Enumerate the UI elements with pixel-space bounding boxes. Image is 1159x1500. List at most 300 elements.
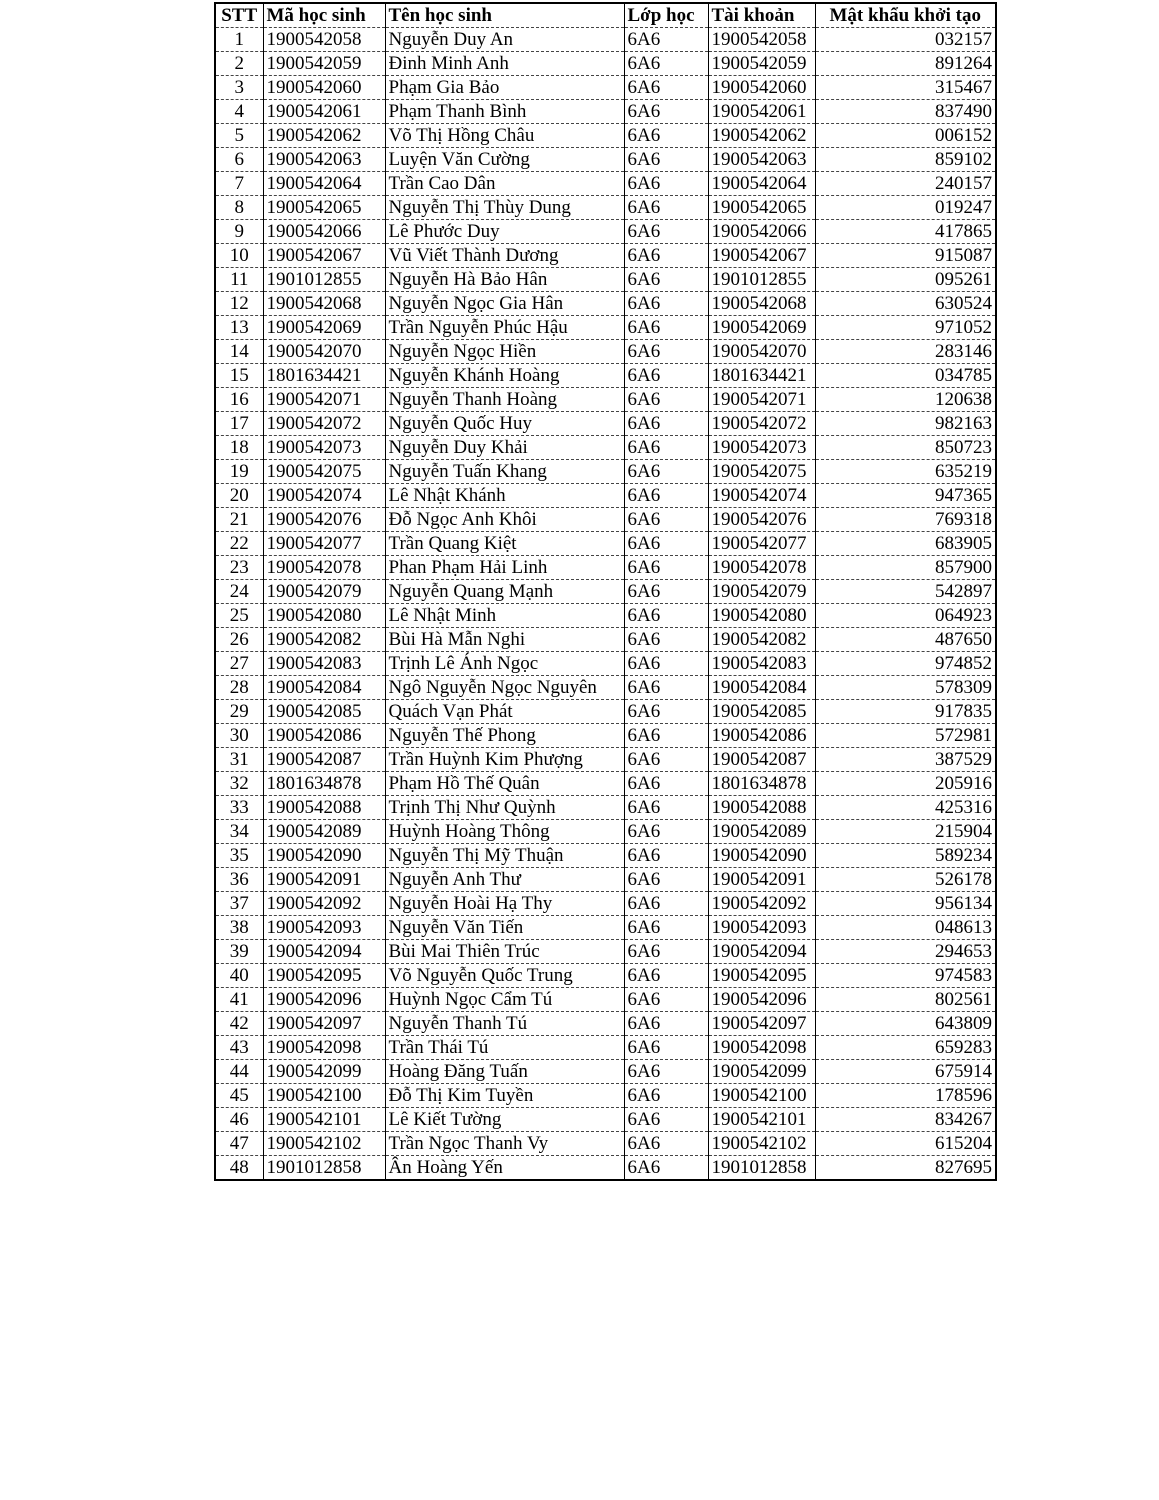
cell-stt: 43 <box>215 1036 263 1060</box>
cell-stt: 31 <box>215 748 263 772</box>
cell-class: 6A6 <box>624 388 708 412</box>
header-class: Lớp học <box>624 3 708 28</box>
table-row <box>215 460 996 484</box>
cell-class: 6A6 <box>624 964 708 988</box>
cell-student-id: 1900542084 <box>263 676 385 700</box>
cell-student-name: Đỗ Ngọc Anh Khôi <box>385 508 624 532</box>
cell-student-name: Lê Phước Duy <box>385 220 624 244</box>
cell-initial-password: 917835 <box>815 700 996 724</box>
cell-stt: 5 <box>215 124 263 148</box>
cell-student-name: Bùi Hà Mẫn Nghi <box>385 628 624 652</box>
table-row <box>215 172 996 196</box>
cell-stt: 24 <box>215 580 263 604</box>
cell-student-id: 1900542058 <box>263 28 385 52</box>
cell-student-id: 1900542069 <box>263 316 385 340</box>
cell-student-name: Trần Cao Dân <box>385 172 624 196</box>
cell-student-name: Lê Kiết Tường <box>385 1108 624 1132</box>
cell-account: 1900542077 <box>708 532 815 556</box>
cell-student-id: 1900542076 <box>263 508 385 532</box>
cell-student-name: Nguyễn Quang Mạnh <box>385 580 624 604</box>
cell-initial-password: 859102 <box>815 148 996 172</box>
cell-student-name: Võ Nguyễn Quốc Trung <box>385 964 624 988</box>
cell-stt: 10 <box>215 244 263 268</box>
cell-class: 6A6 <box>624 844 708 868</box>
cell-student-id: 1900542067 <box>263 244 385 268</box>
cell-student-id: 1900542094 <box>263 940 385 964</box>
cell-stt: 7 <box>215 172 263 196</box>
table-row <box>215 484 996 508</box>
table-row <box>215 196 996 220</box>
cell-initial-password: 974852 <box>815 652 996 676</box>
cell-class: 6A6 <box>624 1060 708 1084</box>
cell-class: 6A6 <box>624 244 708 268</box>
cell-student-name: Nguyễn Ngọc Gia Hân <box>385 292 624 316</box>
cell-initial-password: 630524 <box>815 292 996 316</box>
cell-student-id: 1900542060 <box>263 76 385 100</box>
cell-student-id: 1900542086 <box>263 724 385 748</box>
cell-account: 1900542076 <box>708 508 815 532</box>
cell-class: 6A6 <box>624 1036 708 1060</box>
cell-student-name: Nguyễn Quốc Huy <box>385 412 624 436</box>
cell-initial-password: 635219 <box>815 460 996 484</box>
table-row <box>215 508 996 532</box>
table-row <box>215 100 996 124</box>
cell-stt: 33 <box>215 796 263 820</box>
cell-stt: 36 <box>215 868 263 892</box>
table-row <box>215 148 996 172</box>
cell-stt: 9 <box>215 220 263 244</box>
cell-initial-password: 032157 <box>815 28 996 52</box>
cell-student-id: 1900542064 <box>263 172 385 196</box>
cell-stt: 42 <box>215 1012 263 1036</box>
cell-student-id: 1900542077 <box>263 532 385 556</box>
cell-account: 1900542099 <box>708 1060 815 1084</box>
cell-student-id: 1900542095 <box>263 964 385 988</box>
cell-student-id: 1900542063 <box>263 148 385 172</box>
cell-initial-password: 487650 <box>815 628 996 652</box>
cell-stt: 37 <box>215 892 263 916</box>
table-row <box>215 1108 996 1132</box>
cell-account: 1900542092 <box>708 892 815 916</box>
cell-stt: 29 <box>215 700 263 724</box>
cell-student-id: 1901012855 <box>263 268 385 292</box>
cell-student-name: Đỗ Thị Kim Tuyền <box>385 1084 624 1108</box>
cell-student-name: Ngô Nguyễn Ngọc Nguyên <box>385 676 624 700</box>
cell-student-id: 1900542078 <box>263 556 385 580</box>
cell-initial-password: 205916 <box>815 772 996 796</box>
cell-class: 6A6 <box>624 1132 708 1156</box>
cell-account: 1900542083 <box>708 652 815 676</box>
cell-stt: 18 <box>215 436 263 460</box>
table-row <box>215 220 996 244</box>
cell-stt: 35 <box>215 844 263 868</box>
cell-initial-password: 850723 <box>815 436 996 460</box>
cell-class: 6A6 <box>624 892 708 916</box>
table-row <box>215 676 996 700</box>
cell-stt: 19 <box>215 460 263 484</box>
cell-stt: 38 <box>215 916 263 940</box>
cell-student-id: 1900542091 <box>263 868 385 892</box>
cell-student-id: 1900542102 <box>263 1132 385 1156</box>
cell-initial-password: 572981 <box>815 724 996 748</box>
cell-student-id: 1900542080 <box>263 604 385 628</box>
cell-student-name: Vũ Viết Thành Dương <box>385 244 624 268</box>
cell-account: 1901012858 <box>708 1156 815 1181</box>
cell-student-name: Lê Nhật Khánh <box>385 484 624 508</box>
cell-student-id: 1900542090 <box>263 844 385 868</box>
cell-stt: 25 <box>215 604 263 628</box>
cell-initial-password: 034785 <box>815 364 996 388</box>
cell-class: 6A6 <box>624 76 708 100</box>
cell-class: 6A6 <box>624 436 708 460</box>
table-row <box>215 244 996 268</box>
cell-student-id: 1901012858 <box>263 1156 385 1181</box>
table-body <box>215 28 996 1181</box>
cell-class: 6A6 <box>624 220 708 244</box>
table-row <box>215 628 996 652</box>
cell-student-name: Nguyễn Anh Thư <box>385 868 624 892</box>
cell-initial-password: 982163 <box>815 412 996 436</box>
cell-stt: 28 <box>215 676 263 700</box>
cell-student-name: Trần Nguyễn Phúc Hậu <box>385 316 624 340</box>
cell-student-id: 1900542093 <box>263 916 385 940</box>
table-row <box>215 892 996 916</box>
cell-initial-password: 417865 <box>815 220 996 244</box>
cell-student-name: Huỳnh Hoàng Thông <box>385 820 624 844</box>
table-row <box>215 700 996 724</box>
cell-account: 1900542097 <box>708 1012 815 1036</box>
cell-class: 6A6 <box>624 868 708 892</box>
cell-stt: 41 <box>215 988 263 1012</box>
cell-class: 6A6 <box>624 364 708 388</box>
table-row <box>215 76 996 100</box>
cell-account: 1900542064 <box>708 172 815 196</box>
cell-student-name: Nguyễn Thị Thùy Dung <box>385 196 624 220</box>
cell-student-id: 1900542062 <box>263 124 385 148</box>
cell-stt: 20 <box>215 484 263 508</box>
cell-stt: 48 <box>215 1156 263 1181</box>
cell-account: 1900542093 <box>708 916 815 940</box>
cell-account: 1900542082 <box>708 628 815 652</box>
cell-initial-password: 178596 <box>815 1084 996 1108</box>
cell-class: 6A6 <box>624 796 708 820</box>
cell-student-name: Trần Ngọc Thanh Vy <box>385 1132 624 1156</box>
cell-student-name: Phạm Thanh Bình <box>385 100 624 124</box>
header-student-name: Tên học sinh <box>385 3 624 28</box>
cell-student-id: 1900542087 <box>263 748 385 772</box>
cell-initial-password: 064923 <box>815 604 996 628</box>
cell-account: 1900542068 <box>708 292 815 316</box>
cell-stt: 32 <box>215 772 263 796</box>
cell-stt: 23 <box>215 556 263 580</box>
cell-class: 6A6 <box>624 652 708 676</box>
cell-student-name: Nguyễn Tuấn Khang <box>385 460 624 484</box>
cell-initial-password: 615204 <box>815 1132 996 1156</box>
cell-account: 1801634878 <box>708 772 815 796</box>
cell-student-name: Nguyễn Ngọc Hiền <box>385 340 624 364</box>
cell-student-name: Võ Thị Hồng Châu <box>385 124 624 148</box>
table-row <box>215 1132 996 1156</box>
cell-student-name: Trần Thái Tú <box>385 1036 624 1060</box>
cell-account: 1901012855 <box>708 268 815 292</box>
cell-initial-password: 589234 <box>815 844 996 868</box>
cell-student-name: Quách Vạn Phát <box>385 700 624 724</box>
table-row <box>215 820 996 844</box>
cell-student-id: 1801634878 <box>263 772 385 796</box>
header-stt: STT <box>215 3 263 28</box>
table-row <box>215 52 996 76</box>
cell-student-name: Đinh Minh Anh <box>385 52 624 76</box>
table-row <box>215 388 996 412</box>
cell-initial-password: 802561 <box>815 988 996 1012</box>
cell-account: 1900542079 <box>708 580 815 604</box>
cell-student-id: 1900542066 <box>263 220 385 244</box>
cell-stt: 13 <box>215 316 263 340</box>
cell-initial-password: 019247 <box>815 196 996 220</box>
cell-initial-password: 827695 <box>815 1156 996 1181</box>
cell-account: 1900542061 <box>708 100 815 124</box>
cell-stt: 2 <box>215 52 263 76</box>
cell-student-name: Nguyễn Thị Mỹ Thuận <box>385 844 624 868</box>
cell-stt: 4 <box>215 100 263 124</box>
cell-account: 1900542075 <box>708 460 815 484</box>
cell-student-id: 1900542065 <box>263 196 385 220</box>
table-row <box>215 412 996 436</box>
cell-class: 6A6 <box>624 700 708 724</box>
cell-initial-password: 769318 <box>815 508 996 532</box>
cell-initial-password: 974583 <box>815 964 996 988</box>
cell-class: 6A6 <box>624 100 708 124</box>
cell-initial-password: 387529 <box>815 748 996 772</box>
cell-stt: 22 <box>215 532 263 556</box>
cell-student-id: 1900542089 <box>263 820 385 844</box>
cell-stt: 30 <box>215 724 263 748</box>
cell-student-name: Phạm Hồ Thế Quân <box>385 772 624 796</box>
cell-stt: 34 <box>215 820 263 844</box>
cell-account: 1900542089 <box>708 820 815 844</box>
cell-stt: 6 <box>215 148 263 172</box>
cell-class: 6A6 <box>624 412 708 436</box>
cell-student-id: 1900542100 <box>263 1084 385 1108</box>
cell-account: 1900542101 <box>708 1108 815 1132</box>
table-row <box>215 916 996 940</box>
cell-student-name: Lê Nhật Minh <box>385 604 624 628</box>
header-row <box>215 3 996 28</box>
cell-account: 1900542091 <box>708 868 815 892</box>
table-row <box>215 556 996 580</box>
cell-stt: 3 <box>215 76 263 100</box>
cell-student-name: Luyện Văn Cường <box>385 148 624 172</box>
cell-class: 6A6 <box>624 28 708 52</box>
cell-account: 1900542102 <box>708 1132 815 1156</box>
cell-stt: 11 <box>215 268 263 292</box>
cell-student-id: 1900542097 <box>263 1012 385 1036</box>
cell-initial-password: 891264 <box>815 52 996 76</box>
cell-account: 1900542085 <box>708 700 815 724</box>
cell-student-id: 1900542079 <box>263 580 385 604</box>
cell-student-id: 1900542068 <box>263 292 385 316</box>
cell-account: 1900542084 <box>708 676 815 700</box>
cell-initial-password: 956134 <box>815 892 996 916</box>
table-row <box>215 316 996 340</box>
cell-class: 6A6 <box>624 604 708 628</box>
cell-student-id: 1900542083 <box>263 652 385 676</box>
cell-account: 1900542086 <box>708 724 815 748</box>
cell-student-name: Trần Quang Kiệt <box>385 532 624 556</box>
table-row <box>215 124 996 148</box>
cell-student-name: Trần Huỳnh Kim Phượng <box>385 748 624 772</box>
table-row <box>215 1060 996 1084</box>
cell-initial-password: 006152 <box>815 124 996 148</box>
cell-account: 1900542065 <box>708 196 815 220</box>
cell-class: 6A6 <box>624 580 708 604</box>
table-row <box>215 988 996 1012</box>
cell-initial-password: 683905 <box>815 532 996 556</box>
cell-stt: 17 <box>215 412 263 436</box>
cell-student-name: Phạm Gia Bảo <box>385 76 624 100</box>
cell-student-id: 1900542073 <box>263 436 385 460</box>
header-student-id: Mã học sinh <box>263 3 385 28</box>
table-row <box>215 340 996 364</box>
cell-student-name: Trịnh Thị Như Quỳnh <box>385 796 624 820</box>
cell-account: 1900542095 <box>708 964 815 988</box>
table-row <box>215 436 996 460</box>
cell-class: 6A6 <box>624 676 708 700</box>
cell-account: 1900542067 <box>708 244 815 268</box>
cell-class: 6A6 <box>624 316 708 340</box>
cell-initial-password: 834267 <box>815 1108 996 1132</box>
cell-account: 1900542071 <box>708 388 815 412</box>
table-row <box>215 1012 996 1036</box>
cell-student-id: 1900542075 <box>263 460 385 484</box>
cell-stt: 27 <box>215 652 263 676</box>
cell-student-name: Bùi Mai Thiên Trúc <box>385 940 624 964</box>
cell-student-name: Nguyễn Khánh Hoàng <box>385 364 624 388</box>
cell-class: 6A6 <box>624 484 708 508</box>
cell-initial-password: 095261 <box>815 268 996 292</box>
student-accounts-table <box>214 2 997 1181</box>
cell-stt: 26 <box>215 628 263 652</box>
cell-account: 1900542069 <box>708 316 815 340</box>
table-row <box>215 292 996 316</box>
table-row <box>215 580 996 604</box>
cell-class: 6A6 <box>624 724 708 748</box>
cell-initial-password: 526178 <box>815 868 996 892</box>
table-row <box>215 964 996 988</box>
cell-class: 6A6 <box>624 820 708 844</box>
cell-student-id: 1900542092 <box>263 892 385 916</box>
cell-class: 6A6 <box>624 940 708 964</box>
cell-class: 6A6 <box>624 1012 708 1036</box>
cell-account: 1900542087 <box>708 748 815 772</box>
cell-student-id: 1900542099 <box>263 1060 385 1084</box>
cell-initial-password: 215904 <box>815 820 996 844</box>
table-row <box>215 652 996 676</box>
table-row <box>215 28 996 52</box>
cell-account: 1900542088 <box>708 796 815 820</box>
cell-initial-password: 675914 <box>815 1060 996 1084</box>
header-account: Tài khoản <box>708 3 815 28</box>
cell-stt: 15 <box>215 364 263 388</box>
cell-student-name: Nguyễn Duy Khải <box>385 436 624 460</box>
cell-initial-password: 971052 <box>815 316 996 340</box>
cell-account: 1900542062 <box>708 124 815 148</box>
cell-student-id: 1900542072 <box>263 412 385 436</box>
cell-class: 6A6 <box>624 532 708 556</box>
cell-student-name: Nguyễn Văn Tiến <box>385 916 624 940</box>
table-row <box>215 1156 996 1181</box>
table-row <box>215 364 996 388</box>
cell-student-name: Trịnh Lê Ánh Ngọc <box>385 652 624 676</box>
table-row <box>215 532 996 556</box>
cell-student-name: Phan Phạm Hải Linh <box>385 556 624 580</box>
cell-initial-password: 240157 <box>815 172 996 196</box>
table-row <box>215 796 996 820</box>
cell-student-name: Hoàng Đăng Tuấn <box>385 1060 624 1084</box>
cell-account: 1900542094 <box>708 940 815 964</box>
cell-stt: 44 <box>215 1060 263 1084</box>
cell-student-name: Ân Hoàng Yến <box>385 1156 624 1181</box>
cell-student-name: Huỳnh Ngọc Cẩm Tú <box>385 988 624 1012</box>
cell-account: 1801634421 <box>708 364 815 388</box>
table-row <box>215 1036 996 1060</box>
cell-student-id: 1900542070 <box>263 340 385 364</box>
cell-initial-password: 857900 <box>815 556 996 580</box>
cell-initial-password: 578309 <box>815 676 996 700</box>
cell-account: 1900542066 <box>708 220 815 244</box>
table-row <box>215 748 996 772</box>
cell-initial-password: 048613 <box>815 916 996 940</box>
cell-account: 1900542060 <box>708 76 815 100</box>
cell-account: 1900542070 <box>708 340 815 364</box>
cell-student-name: Nguyễn Thanh Tú <box>385 1012 624 1036</box>
cell-initial-password: 542897 <box>815 580 996 604</box>
cell-initial-password: 947365 <box>815 484 996 508</box>
cell-student-id: 1900542082 <box>263 628 385 652</box>
cell-student-id: 1900542071 <box>263 388 385 412</box>
cell-account: 1900542080 <box>708 604 815 628</box>
table-row <box>215 940 996 964</box>
cell-account: 1900542073 <box>708 436 815 460</box>
cell-class: 6A6 <box>624 1084 708 1108</box>
cell-initial-password: 915087 <box>815 244 996 268</box>
cell-stt: 47 <box>215 1132 263 1156</box>
cell-class: 6A6 <box>624 1156 708 1181</box>
cell-student-id: 1900542096 <box>263 988 385 1012</box>
cell-initial-password: 643809 <box>815 1012 996 1036</box>
cell-class: 6A6 <box>624 1108 708 1132</box>
cell-stt: 8 <box>215 196 263 220</box>
cell-class: 6A6 <box>624 268 708 292</box>
cell-stt: 12 <box>215 292 263 316</box>
cell-class: 6A6 <box>624 748 708 772</box>
cell-account: 1900542090 <box>708 844 815 868</box>
cell-initial-password: 425316 <box>815 796 996 820</box>
cell-stt: 14 <box>215 340 263 364</box>
cell-account: 1900542059 <box>708 52 815 76</box>
cell-class: 6A6 <box>624 916 708 940</box>
cell-stt: 46 <box>215 1108 263 1132</box>
cell-initial-password: 120638 <box>815 388 996 412</box>
cell-account: 1900542058 <box>708 28 815 52</box>
cell-student-id: 1900542074 <box>263 484 385 508</box>
cell-student-name: Nguyễn Hà Bảo Hân <box>385 268 624 292</box>
table-row <box>215 844 996 868</box>
cell-student-id: 1900542098 <box>263 1036 385 1060</box>
cell-student-id: 1900542059 <box>263 52 385 76</box>
cell-initial-password: 283146 <box>815 340 996 364</box>
cell-stt: 21 <box>215 508 263 532</box>
